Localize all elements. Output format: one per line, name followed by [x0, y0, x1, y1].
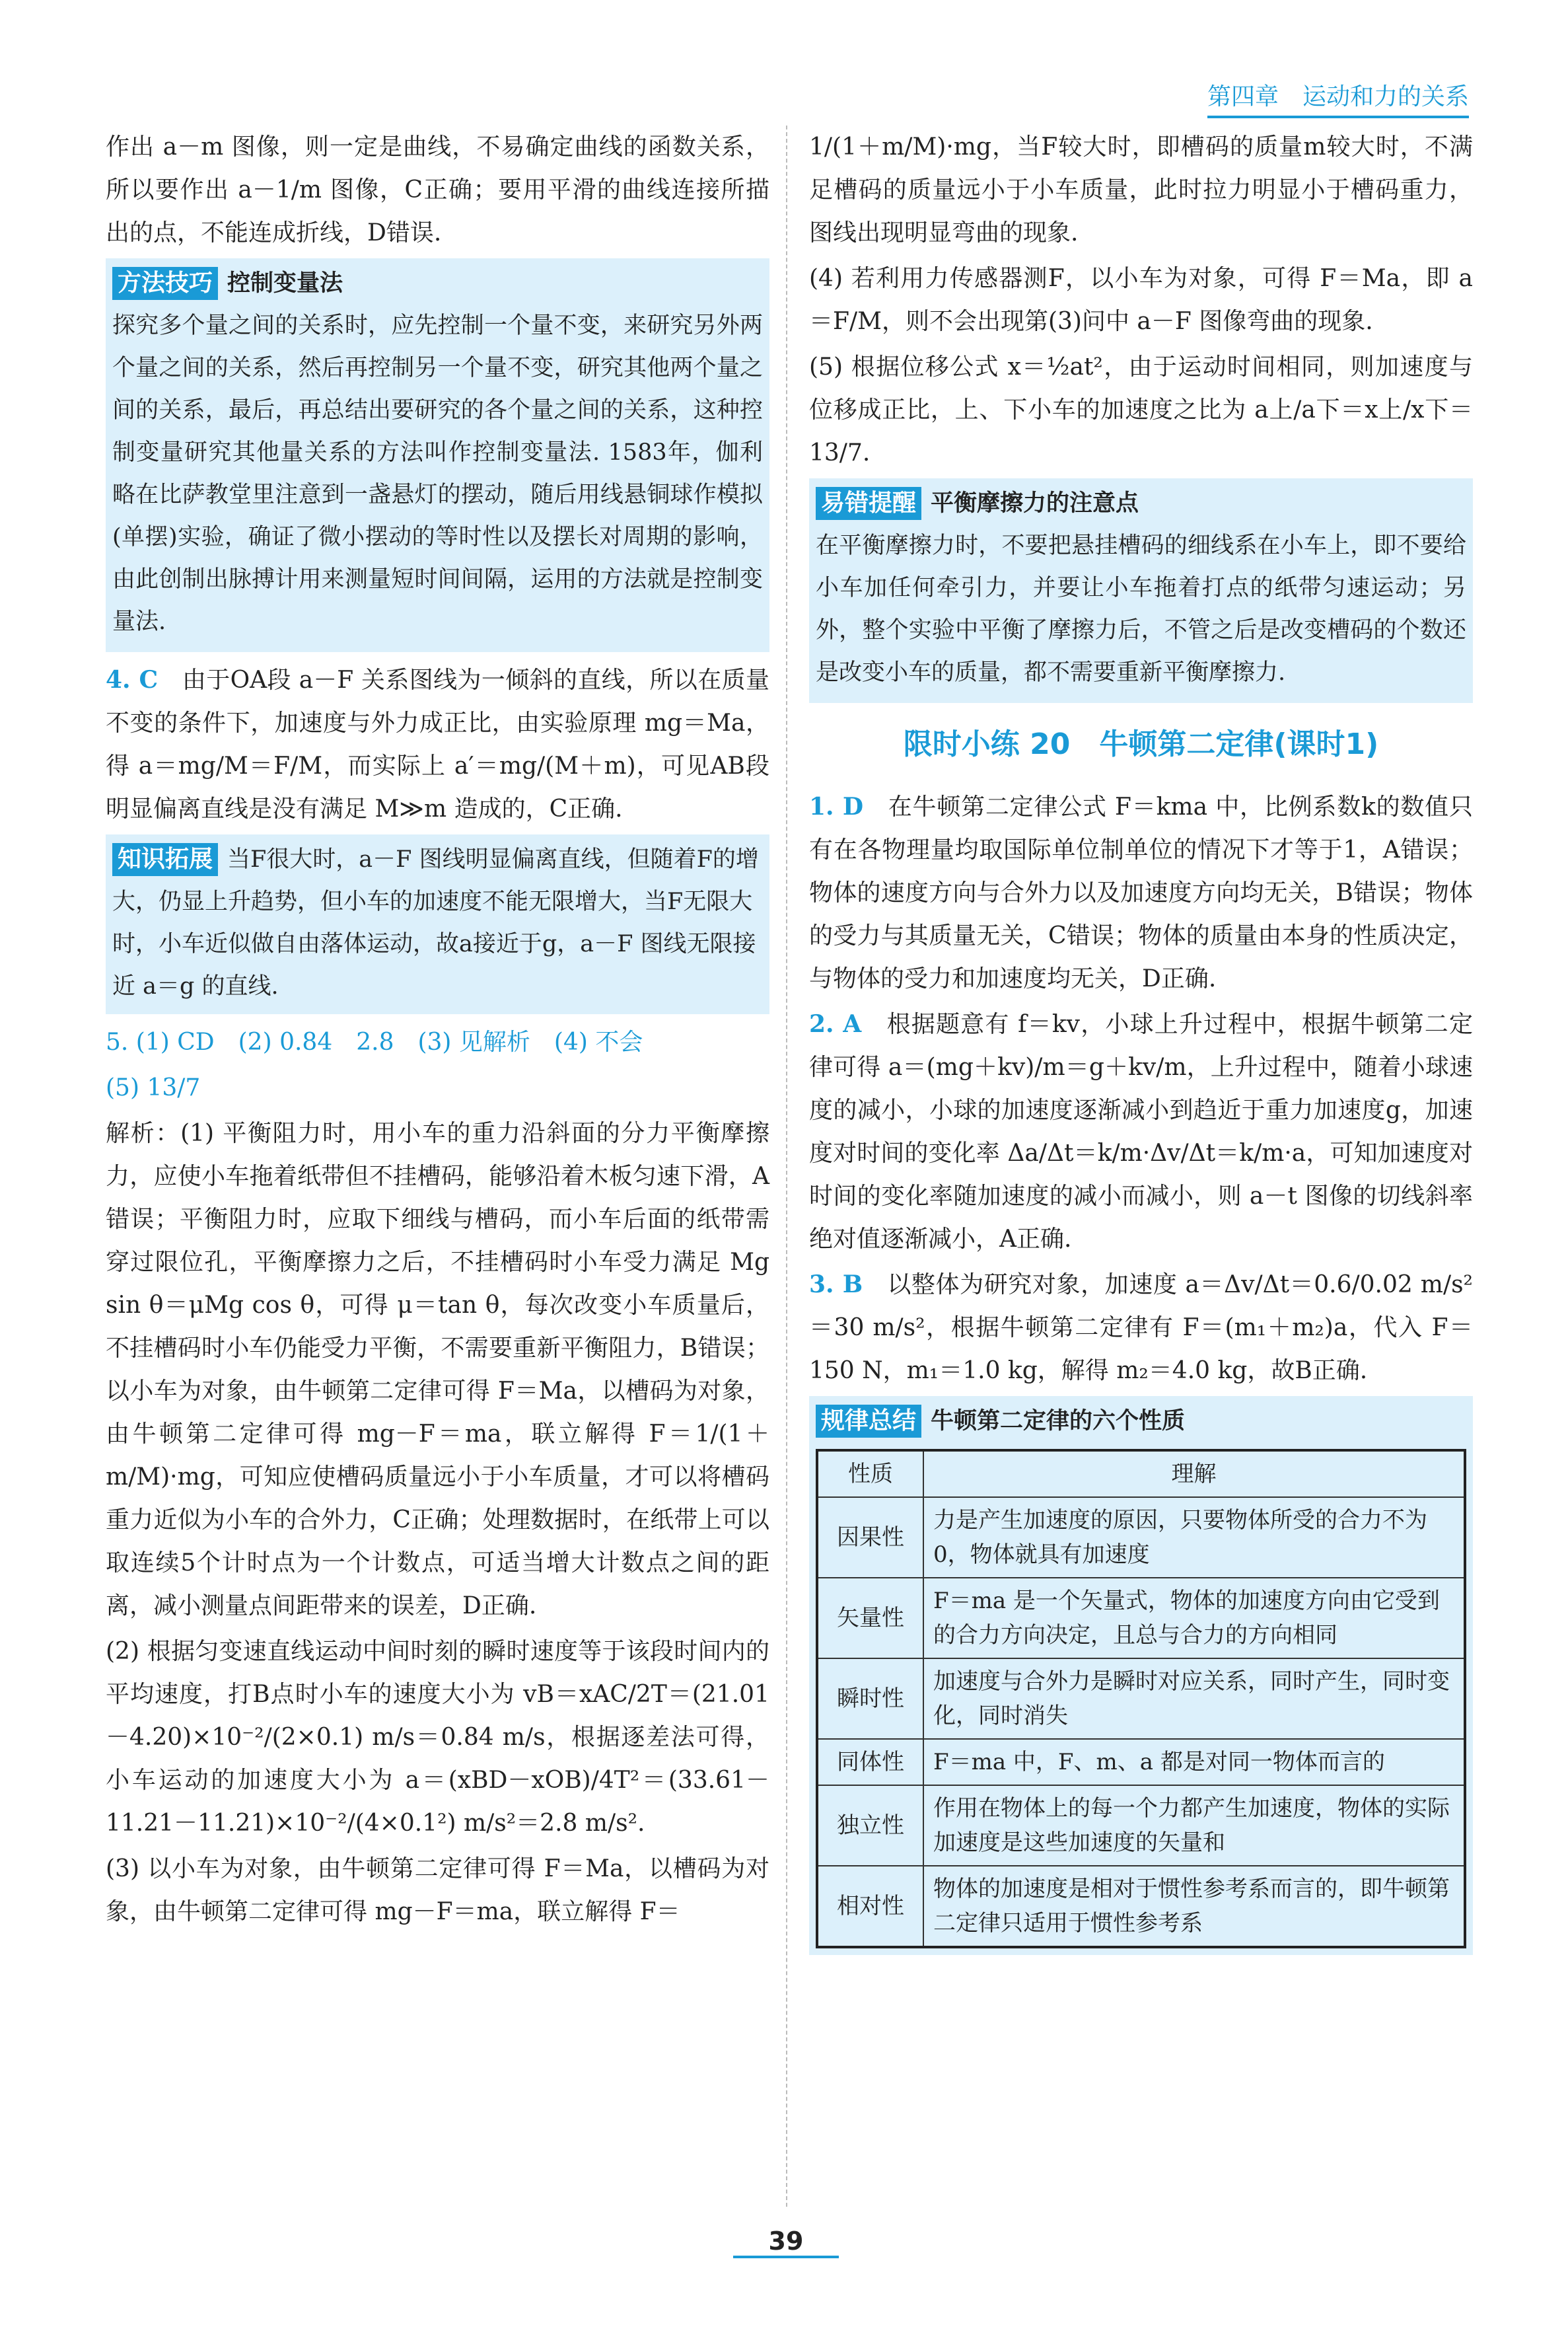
answer-number: 3. B: [809, 1271, 863, 1298]
box-title: 控制变量法: [227, 270, 343, 297]
answer-text: 根据题意有 f＝kv，小球上升过程中，根据牛顿第二定律可得 a＝(mg＋kv)/m＝g＋kv/m，上升过程中，随着小球速度的减小，小球的加速度逐渐减小到趋近于重力加速度g，加速度对时间的变化率 Δa/Δt＝k/m·Δv/Δt＝k/m·a，可知加速度对时间的变化率随加速度的减小而减小，则 a－t 图像的切线斜率绝对值逐渐减小，A正确.: [809, 1011, 1473, 1253]
answer-4: [106, 659, 769, 830]
property-name: 同体性: [817, 1739, 923, 1785]
box-text: 当F很大时，a－F 图线明显偏离直线，但随着F的增大，仍显上升趋势，但小车的加速度不能无限增大，当F无限大时，小车近似做自由落体运动，故a接近于g，a－F 图线无限接近 a＝g 的直线.: [112, 846, 759, 1000]
property-name: 相对性: [817, 1866, 923, 1947]
method-tip-box: [106, 258, 769, 652]
box-tag: 方法技巧: [112, 267, 218, 300]
answer-number: 1. D: [809, 793, 864, 821]
table-row: [817, 1866, 1465, 1947]
table-row: [817, 1739, 1465, 1785]
table-row: [817, 1497, 1465, 1578]
property-name: 矢量性: [817, 1578, 923, 1658]
box-title: 平衡摩擦力的注意点: [931, 490, 1139, 517]
property-description: F＝ma 是一个矢量式，物体的加速度方向由它受到的合力方向决定，且总与合力的方向相同: [923, 1578, 1465, 1658]
property-description: 物体的加速度是相对于惯性参考系而言的，即牛顿第二定律只适用于惯性参考系: [923, 1866, 1465, 1947]
table-header-row: [817, 1450, 1465, 1497]
box-title: 牛顿第二定律的六个性质: [931, 1408, 1186, 1434]
analysis-paragraph: 解析：(1) 平衡阻力时，用小车的重力沿斜面的分力平衡摩擦力，应使小车拖着纸带但不挂槽码，能够沿着木板匀速下滑，A错误；平衡阻力时，应取下细线与槽码，而小车后面的纸带需穿过限位孔，平衡摩擦力之后，不挂槽码时小车受力满足 Mg sin θ＝μMg cos θ，可得 μ＝tan θ，每次改变小车质量后，不挂槽码时小车仍能受力平衡，不需要重新平衡阻力，B错误；以小车为对象，由牛顿第二定律可得 F＝Ma，以槽码为对象，由牛顿第二定律可得 mg－F＝ma，联立解得 F＝1/(1＋m/M)·mg，可知应使槽码质量远小于小车质量，才可以将槽码重力近似为小车的合外力，C正确；处理数据时，在纸带上可以取连续5个计时点为一个计数点，可适当增大计数点之间的距离，减小测量点间距带来的误差，D正确.: [106, 1120, 769, 1619]
box-tag: 规律总结: [816, 1405, 921, 1438]
answer-text: 在牛顿第二定律公式 F＝kma 中，比例系数k的数值只有在各物理量均取国际单位制单位的情况下才等于1，A错误；物体的速度方向与合外力以及加速度方向均无关，B错误；物体的受力与其质量无关，C错误；物体的质量由本身的性质决定，与物体的受力和加速度均无关，D正确.: [809, 793, 1473, 992]
table-header: 性质: [817, 1450, 923, 1497]
paragraph: 1/(1＋m/M)·mg，当F较大时，即槽码的质量m较大时，不满足槽码的质量远小于小车质量，此时拉力明显小于槽码重力，图线出现明显弯曲的现象.: [809, 133, 1473, 246]
property-name: 瞬时性: [817, 1658, 923, 1739]
properties-table: [816, 1449, 1466, 1948]
property-description: 力是产生加速度的原因，只要物体所受的合力不为0，物体就具有加速度: [923, 1497, 1465, 1578]
paragraph: (4) 若利用力传感器测F，以小车为对象，可得 F＝Ma，即 a＝F/M，则不会出现第(3)问中 a－F 图像弯曲的现象.: [809, 265, 1473, 335]
answer-text: 以整体为研究对象，加速度 a＝Δv/Δt＝0.6/0.02 m/s²＝30 m/s²，根据牛顿第二定律有 F＝(m₁＋m₂)a，代入 F＝150 N，m₁＝1.0 kg，解得 m₂＝4.0 kg，故B正确.: [809, 1271, 1473, 1384]
answer-5-line: 5. (1) CD (2) 0.84 2.8 (3) 见解析 (4) 不会: [106, 1029, 643, 1056]
answer-text: 由于OA段 a－F 关系图线为一倾斜的直线，所以在质量不变的条件下，加速度与外力成正比，由实验原理 mg＝Ma，得 a＝mg/M＝F/M，而实际上 a′＝mg/(M＋m)，可见AB段明显偏离直线是没有满足 M≫m 造成的，C正确.: [106, 667, 769, 823]
box-tag: 知识拓展: [112, 843, 218, 876]
table-row: [817, 1785, 1465, 1866]
knowledge-box: [106, 834, 769, 1014]
answer-number: 2. A: [809, 1010, 862, 1038]
table-row: [817, 1578, 1465, 1658]
paragraph: 作出 a－m 图像，则一定是曲线，不易确定曲线的函数关系，所以要作出 a－1/m 图像，C正确；要用平滑的曲线连接所描出的点，不能连成折线，D错误.: [106, 133, 769, 246]
property-name: 独立性: [817, 1785, 923, 1866]
table-header: 理解: [923, 1450, 1465, 1497]
paragraph: (5) 根据位移公式 x＝½at²，由于运动时间相同，则加速度与位移成正比，上、下小车的加速度之比为 a上/a下＝x上/x下＝13/7.: [809, 353, 1473, 466]
analysis-paragraph: (2) 根据匀变速直线运动中间时刻的瞬时速度等于该段时间内的平均速度，打B点时小车的速度大小为 vB＝xAC/2T＝(21.01－4.20)×10⁻²/(2×0.1) m/s＝0.84 m/s，根据逐差法可得，小车运动的加速度大小为 a＝(xBD－xOB)/4T²＝(33.61－11.21－11.21)×10⁻²/(4×0.1²) m/s²＝2.8 m/s².: [106, 1638, 769, 1837]
left-column: [106, 126, 769, 1936]
right-column: [809, 126, 1473, 1962]
property-description: 加速度与合外力是瞬时对应关系，同时产生，同时变化，同时消失: [923, 1658, 1465, 1739]
box-tag: 易错提醒: [816, 487, 921, 520]
section-title: 限时小练 20 牛顿第二定律(课时1): [903, 727, 1379, 761]
property-name: 因果性: [817, 1497, 923, 1578]
box-text: 探究多个量之间的关系时，应先控制一个量不变，来研究另外两个量之间的关系，然后再控制另一个量不变，研究其他两个量之间的关系，最后，再总结出要研究的各个量之间的关系，这种控制变量研究其他量关系的方法叫作控制变量法. 1583年，伽利略在比萨教堂里注意到一盏悬灯的摆动，随后用线悬铜球作模拟(单摆)实验，确证了微小摆动的等时性以及摆长对周期的影响，由此创制出脉搏计用来测量短时间间隔，运用的方法就是控制变量法.: [112, 313, 763, 635]
analysis-paragraph: (3) 以小车为对象，由牛顿第二定律可得 F＝Ma，以槽码为对象，由牛顿第二定律可得 mg－F＝ma，联立解得 F＝: [106, 1855, 769, 1925]
error-warning-box: [809, 478, 1473, 703]
page-number: 39: [733, 2227, 839, 2258]
chapter-header: 第四章 运动和力的关系: [1207, 78, 1469, 118]
property-description: F＝ma 中，F、m、a 都是对同一物体而言的: [923, 1739, 1465, 1785]
answer-number: 4. C: [106, 666, 159, 694]
summary-box: [809, 1396, 1473, 1955]
table-row: [817, 1658, 1465, 1739]
column-divider: [786, 126, 787, 2207]
answer-5-line: (5) 13/7: [106, 1074, 201, 1101]
property-description: 作用在物体上的每一个力都产生加速度，物体的实际加速度是这些加速度的矢量和: [923, 1785, 1465, 1866]
box-text: 在平衡摩擦力时，不要把悬挂槽码的细线系在小车上，即不要给小车加任何牵引力，并要让小车拖着打点的纸带匀速运动；另外，整个实验中平衡了摩擦力后，不管之后是改变槽码的个数还是改变小车的质量，都不需要重新平衡摩擦力.: [816, 533, 1466, 686]
